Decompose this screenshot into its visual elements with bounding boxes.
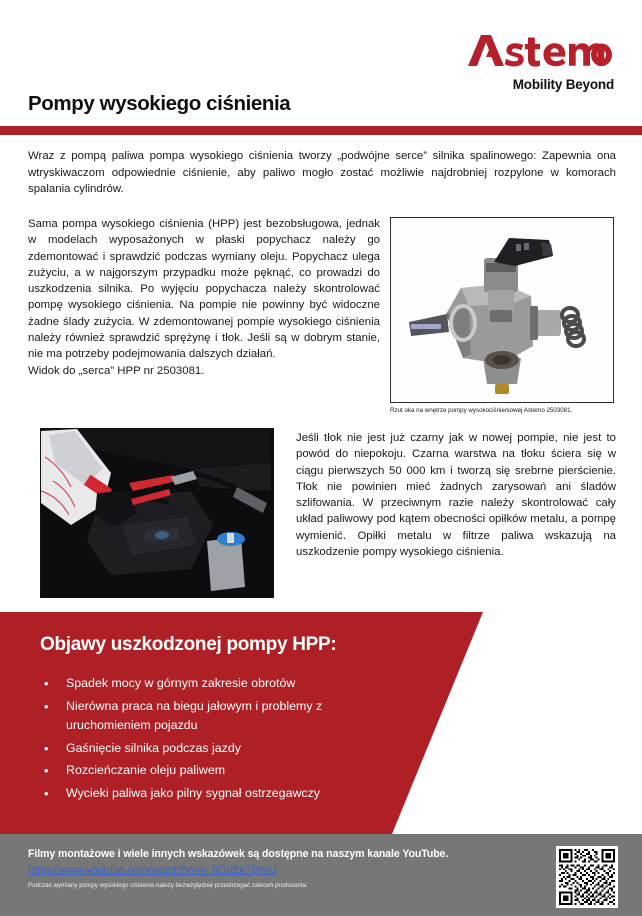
list-item bbox=[40, 674, 410, 694]
intro-paragraph: Wraz z pompą paliwa pompa wysokiego ciśnienia tworzy „podwójne serce” silnika spalinowego: Zapewnia ona wtryskiwaczom odpowiednie ciśnienie, aby paliwo mogło zostać możliwie najdrobniej rozpylone w komorach spalania cylindrów. bbox=[28, 150, 616, 195]
symptoms-list bbox=[40, 674, 410, 806]
header-red-rule bbox=[0, 126, 642, 135]
bullet-icon: • bbox=[44, 740, 49, 756]
astemo-logo-icon bbox=[466, 33, 614, 73]
brand-tagline: Mobility Beyond bbox=[512, 77, 614, 92]
body-left-paragraph: Sama pompa wysokiego ciśnienia (HPP) jest bezobsługowa, jednak w modelach wyposażonych w płaski popychacz należy go zdemontować i sprawdzić podczas wymiany oleju. Popychacz ulega zużyciu, a w najgorszym przypadku może pęknąć, co prowadzi do uszkodzenia silnika. Po wyjęciu popychacza należy skontrolować pompę wysokiego ciśnienia. Na pompie nie powinny być widoczne żadne ślady zużycia. W zdemontowanej pompie wysokiego ciśnienia należy również sprawdzić sprężynę i tłok. Jeśli są w dobrym stanie, nie ma potrzeby podejmowania dalszych działań. bbox=[28, 218, 380, 361]
bullet-icon: • bbox=[44, 698, 49, 714]
engine-bay-photo bbox=[40, 428, 274, 598]
list-item bbox=[40, 761, 410, 781]
symptoms-title: Objawy uszkodzonej pompy HPP: bbox=[40, 634, 337, 655]
body-left-paragraph-tail: Widok do „serca” HPP nr 2503081. bbox=[28, 364, 205, 377]
footer-headline: Filmy montażowe i wiele innych wskazówek są dostępne na naszym kanale YouTube. bbox=[28, 848, 449, 860]
list-item bbox=[40, 697, 410, 736]
list-item-label: Nierówna praca na biegu jałowym i problemy z uruchomieniem pojazdu bbox=[66, 698, 323, 732]
body-left-block bbox=[28, 216, 380, 379]
page-title: Pompy wysokiego ciśnienia bbox=[28, 92, 291, 115]
list-item-label: Gaśnięcie silnika podczas jazdy bbox=[66, 740, 241, 755]
footer-disclaimer: Podczas wymiany pompy wysokiego ciśnienia należy bezwzględnie przestrzegać zaleceń producenta. bbox=[28, 882, 308, 889]
list-item bbox=[40, 784, 410, 804]
list-item bbox=[40, 739, 410, 759]
pump-photo-caption: Rzut oka na wnętrze pompy wysokociśnieniowej Astemo 2503081. bbox=[390, 407, 573, 414]
list-item-label: Spadek mocy w górnym zakresie obrotów bbox=[66, 676, 296, 690]
intro-block bbox=[28, 148, 616, 198]
list-item-label: Wycieki paliwa jako pilny sygnał ostrzegawczy bbox=[66, 785, 320, 800]
bullet-icon: • bbox=[44, 676, 49, 691]
brand-logo bbox=[466, 33, 614, 92]
bullet-icon: • bbox=[44, 785, 49, 801]
symptoms-panel bbox=[0, 612, 642, 834]
page-header bbox=[0, 0, 642, 118]
body-right-paragraph: Jeśli tłok nie jest już czarny jak w nowej pompie, nie jest to powód do niepokoju. Czarna warstwa na tłoku ściera się w ciągu pierwszych 50 000 km i tworzą się srebrne pierścienie. Tłok nie powinien mieć żadnych zarysowań ani śladów szlifowania. W przeciwnym razie należy skontrolować cały układ paliwowy pod kątem obecności opiłków metalu, a pompę wymienić. Opiłki metalu w filtrze paliwa wskazują na uszkodzenie pompy wysokiego ciśnienia. bbox=[296, 432, 616, 559]
body-right-block bbox=[296, 430, 616, 560]
page-footer bbox=[0, 834, 642, 916]
qr-code-icon[interactable] bbox=[556, 846, 618, 908]
youtube-link[interactable]: https://www.youtube.com/watch?v=m_8G0Ek7QmU bbox=[28, 864, 277, 876]
pump-cutaway-photo bbox=[390, 217, 614, 403]
list-item-label: Rozcieńczanie oleju paliwem bbox=[66, 763, 226, 777]
bullet-icon: • bbox=[44, 763, 49, 778]
